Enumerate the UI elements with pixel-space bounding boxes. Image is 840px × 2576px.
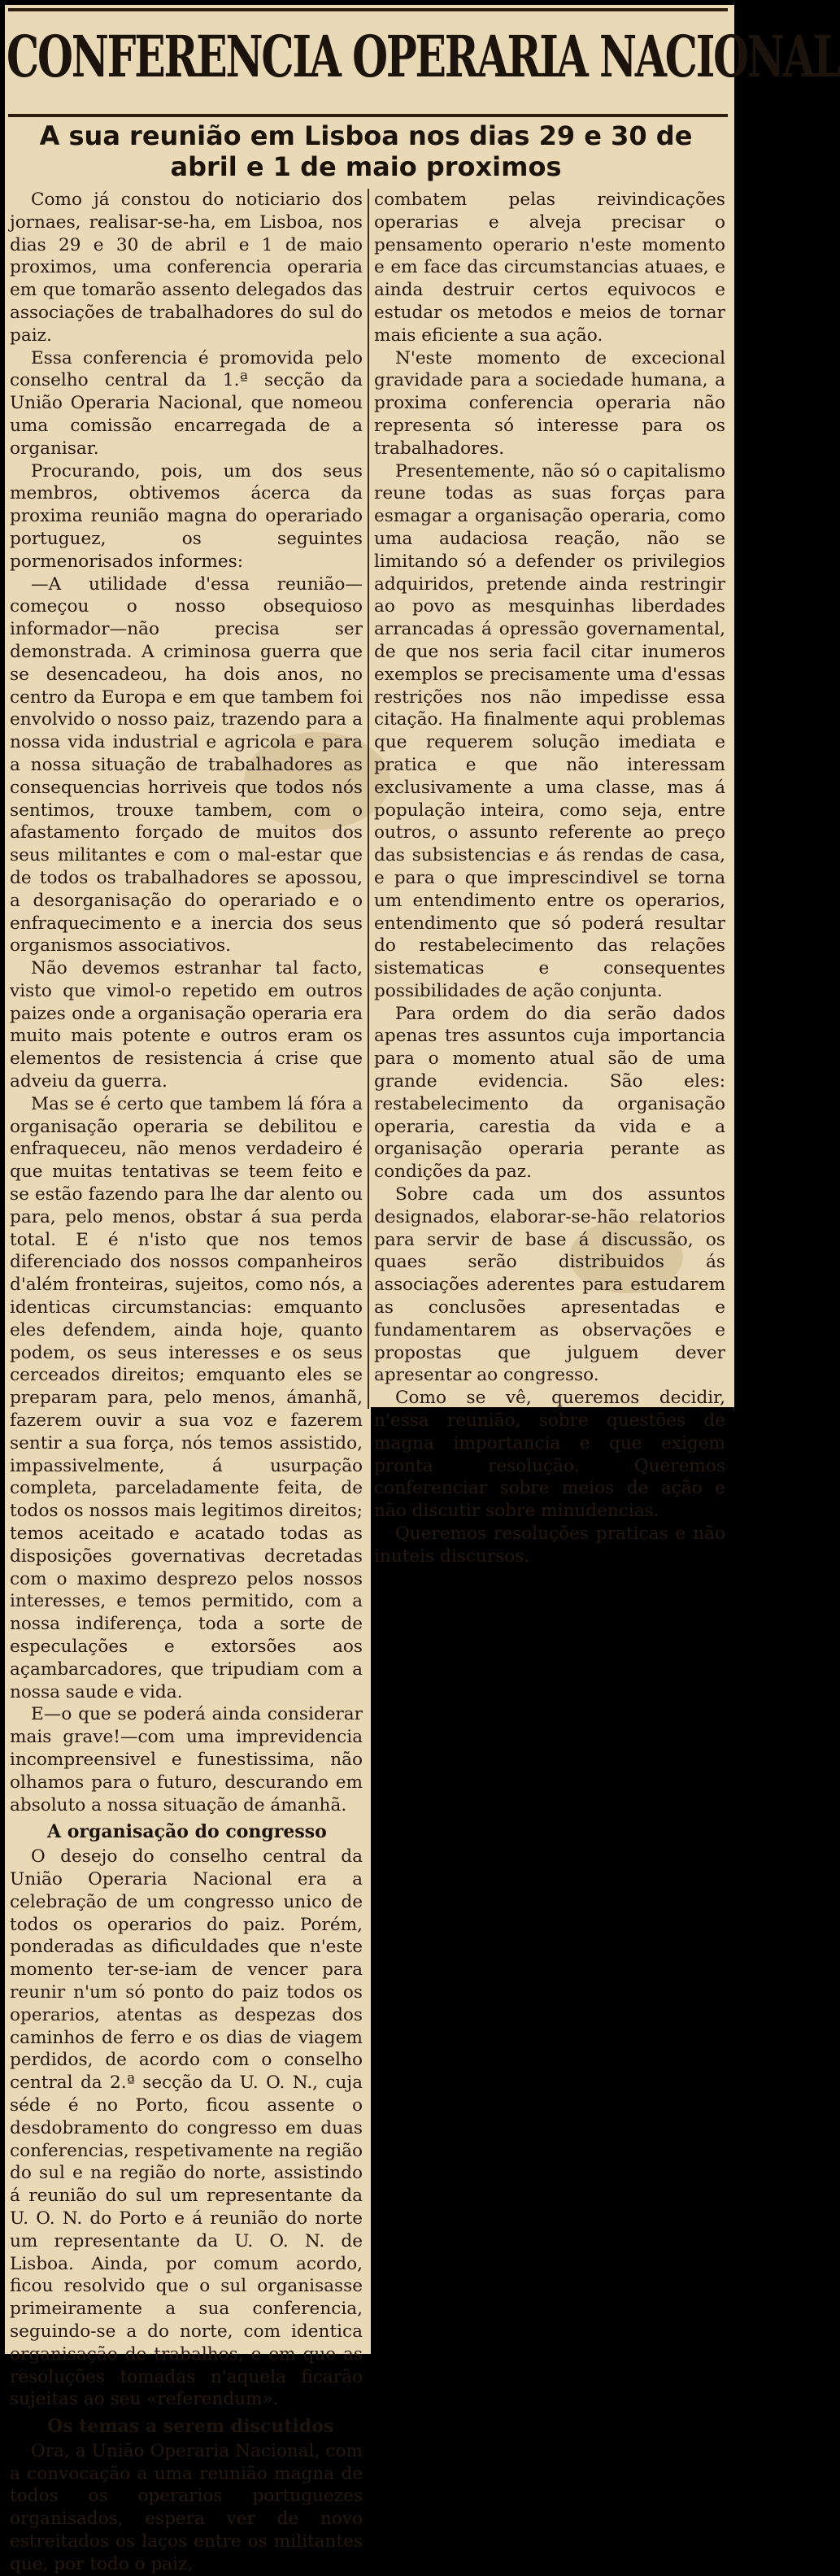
masthead-title: CONFERENCIA OPERARIA NACIONAL	[7, 23, 840, 90]
masthead-rule	[8, 114, 728, 117]
article-paragraph: Como já constou do noticiario dos jornaes, realisar-se-ha, em Lisboa, nos dias 29 e 30 de abril e 1 de maio proximos, uma conferencia operaria em que tomarão assento delegados das associações de trabalhadores do sul do paiz.	[10, 190, 363, 346]
article-paragraph: Sobre cada um dos assuntos designados, elaborar-se-hão relatorios para servir de base á discussão, os quaes serão distribuidos ás associações aderentes para estudarem as conclusões apresentadas e fundamentarem as observações e propostas que julguem dever apresentar ao congresso.	[374, 1184, 725, 1386]
article-paragraph: —A utilidade d'essa reunião—começou o nosso obsequioso informador—não precisa ser demonstrada. A criminosa guerra que se desencadeou, ha dois anos, no centro da Europa e em que tambem foi envolvido o nosso paiz, trazendo para a nossa vida industrial e agricola e para a nossa situação de trabalhadores as consequencias horriveis que todos nós sentimos, trouxe tambem, com o afastamento forçado de muitos dos seus militantes e com o mal-estar que de todos os trabalhadores se apossou, a desorganisação do operariado e o enfraquecimento e a inercia dos seus organismos associativos.	[10, 573, 363, 957]
right-column	[374, 189, 725, 1568]
article-paragraph: combatem pelas reivindicações operarias e alveja precisar o pensamento operario n'este momento e em face das circumstancias atuaes, e ainda destruir certos equivocos e estudar os metodos e meios de tornar mais eficiente a sua ação.	[374, 190, 725, 346]
article-paragraph: Queremos resoluções praticas e não inuteis discursos.	[374, 1523, 725, 1567]
article-paragraph: O desejo do conselho central da União Operaria Nacional era a celebração de um congresso unico de todos os operarios do paiz. Porém, ponderadas as dificuldades que n'este momento ter-se-iam de vencer para reunir n'um só ponto do paiz todos os operarios, atentas as despezas dos caminhos de ferro e os dias de viagem perdidos, de acordo com o conselho central da 2.ª secção da U. O. N., cuja séde é no Porto, ficou assente o desdobramento do congresso em duas conferencias, respetivamente na região do sul e na região do norte, assistindo á reunião do sul um representante da U. O. N. do Porto e á reunião do norte um representante da U. O. N. de Lisboa. Ainda, por comum acordo, ficou resolvido que o sul organisasse primeiramente a sua conferencia, seguindo-se a do norte, com identica organisação de trabalhos, e em que as resoluções tomadas n'aquela ficarão sujeitas ao seu «referendum».	[10, 1846, 363, 2410]
article-paragraph: Para ordem do dia serão dados apenas tres assuntos cuja importancia para o momento atual são de uma grande evidencia. São eles: restabelecimento da organisação operaria, carestia da vida e a organisação operaria perante as condições da paz.	[374, 1003, 725, 1183]
left-column	[10, 189, 363, 2576]
article-paragraph: Mas se é certo que tambem lá fóra a organisação operaria se debilitou e enfraqueceu, não menos verdadeiro é que muitas tentativas se teem feito e se estão fazendo para lhe dar alento ou para, pelo menos, obstar á sua perda total. E é n'isto que nos temos diferenciado dos nossos companheiros d'além fronteiras, sujeitos, como nós, a identicas circumstancias: emquanto eles defendem, ainda hoje, quanto podem, os seus interesses e os seus cerceados direitos; emquanto eles se preparam para, pelo menos, ámanhã, fazerem ouvir a sua voz e fazerem sentir a sua força, nós temos assistido, impassivelmente, á usurpação completa, parceladamente feita, de todos os nossos mais legitimos direitos; temos aceitado e acatado todas as disposições governativas decretadas com o maximo desprezo pelos nossos interesses, e temos permitido, com a nossa indiferença, toda a sorte de especulações e extorsões aos açambarcadores, que tripudiam com a nossa saude e vida.	[10, 1093, 363, 1702]
article-paragraph: Presentemente, não só o capitalismo reune todas as suas forças para esmagar a organisação operaria, como uma audaciosa reação, não se limitando só a defender os privilegios adquiridos, pretende ainda restringir ao povo as mesquinhas liberdades arrancadas á opressão governamental, de que nos seria facil citar inumeros exemplos se precisamente uma d'essas restrições nos não impedisse essa citação. Ha finalmente aqui problemas que requerem solução imediata e pratica e que não interessam exclusivamente a uma classe, mas á população inteira, como seja, entre outros, o assunto referente ao preço das subsistencias e ás rendas de casa, e para o que imprescindivel se torna um entendimento entre os operarios, entendimento que só poderá resultar do restabelecimento das relações sistematicas e consequentes possibilidades de ação conjunta.	[374, 460, 725, 1001]
section-heading: Os temas a serem discutidos	[47, 2416, 334, 2438]
article-paragraph: E—o que se poderá ainda considerar mais grave!—com uma imprevidencia incompreensivel e funestissima, não olhamos para o futuro, descurando em absoluto a nossa situação de ámanhã.	[10, 1704, 363, 1815]
article-paragraph: Como se vê, queremos decidir, n'essa reunião, sobre questões de magna importancia e que exigem pronta resolução. Queremos conferenciar sobre meios de ação e não discutir sobre minudencias.	[374, 1388, 725, 1522]
article-paragraph: N'este momento de excecional gravidade para a sociedade humana, a proxima conferencia operaria não representa só interesse para os trabalhadores.	[374, 347, 725, 459]
article-paragraph: Procurando, pois, um dos seus membros, obtivemos ácerca da proxima reunião magna do operariado portuguez, os seguintes pormenorisados informes:	[10, 460, 363, 572]
article-headline: A sua reunião em Lisboa nos dias 29 e 30 de abril e 1 de maio proximos	[39, 120, 693, 182]
article-paragraph: Ora, a União Operaria Nacional, com a convocação a uma reunião magna de todos os operarios portuguezes organisados, espera ver de novo estreitados os laços entre os militantes que, por todo o paiz,	[10, 2440, 363, 2574]
column-divider	[368, 189, 369, 1409]
article-paragraph: Essa conferencia é promovida pelo conselho central da 1.ª secção da União Operaria Nacional, que nomeou uma comissão encarregada de a organisar.	[10, 347, 363, 459]
article-paragraph: Não devemos estranhar tal facto, visto que vimol-o repetido em outros paizes onde a organisação operaria era muito mais potente e outros eram os elementos de resistencia á crise que adveiu da guerra.	[10, 958, 363, 1092]
section-heading: A organisação do congresso	[47, 1821, 327, 1843]
